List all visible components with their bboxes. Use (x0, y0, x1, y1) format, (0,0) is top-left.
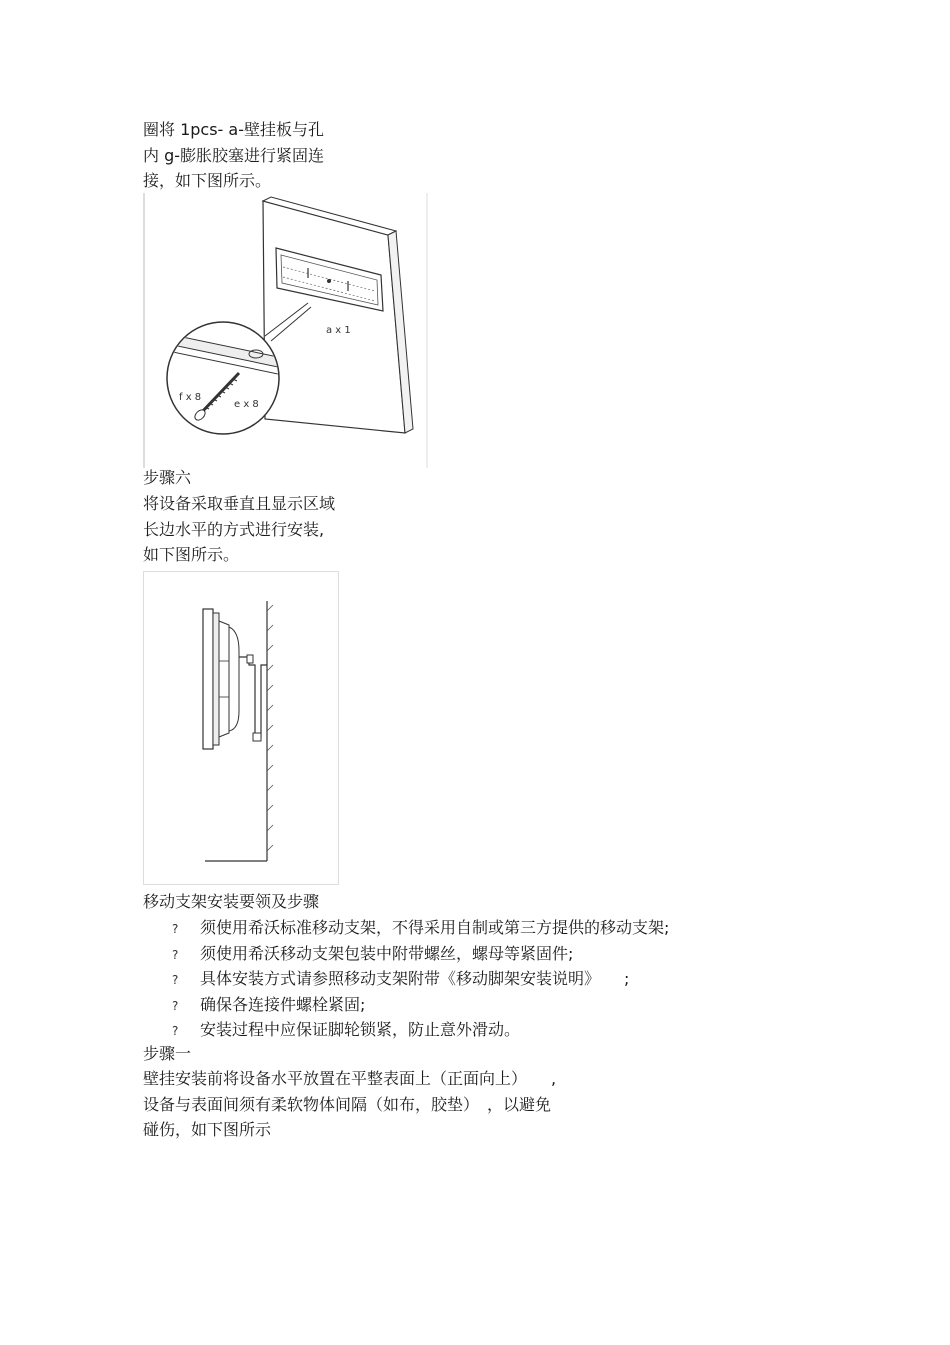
label-a: a x 1 (326, 325, 351, 336)
bullet-mark: ? (172, 948, 179, 962)
list-item: ? 确保各连接件螺栓紧固; (172, 994, 365, 1017)
text-line: 如下图所示。 (143, 545, 240, 564)
text-line: 设备与表面间须有柔软物体间隔（如布，胶垫） ，以避免 (143, 1095, 552, 1114)
bullet-mark: ? (172, 973, 179, 987)
list-item: ? 安装过程中应保证脚轮锁紧，防止意外滑动。 (172, 1019, 520, 1042)
step6-title: 步骤六 (143, 468, 192, 487)
bullet-mark: ? (172, 922, 179, 936)
step1-title: 步骤一 (143, 1044, 192, 1063)
text-line: 将设备采取垂直且显示区域 (143, 494, 336, 513)
text-line: 接，如下图所示。 (143, 171, 272, 190)
bullet-mark: ? (172, 999, 179, 1013)
text-line: 长边水平的方式进行安装, (143, 520, 325, 539)
text-line: 壁挂安装前将设备水平放置在平整表面上（正面向上） , (143, 1069, 557, 1088)
text-line: 圈将 1pcs- a-壁挂板与孔 (143, 120, 324, 139)
label-f: f x 8 (179, 392, 202, 403)
label-e: e x 8 (234, 399, 259, 410)
wall-plate-figure (143, 193, 429, 468)
mobile-title: 移动支架安装要领及步骤 (143, 892, 320, 911)
list-item: ? 具体安装方式请参照移动支架附带《移动脚架安装说明》 ; (172, 968, 629, 991)
text-line: 碰伤，如下图所示 (143, 1120, 272, 1139)
side-view-figure (143, 571, 339, 885)
bullet-mark: ? (172, 1024, 179, 1038)
text-line: 内 g-膨胀胶塞进行紧固连 (143, 146, 325, 165)
list-item: ? 须使用希沃移动支架包装中附带螺丝，螺母等紧固件; (172, 943, 573, 966)
list-item: ? 须使用希沃标准移动支架，不得采用自制或第三方提供的移动支架; (172, 917, 669, 940)
